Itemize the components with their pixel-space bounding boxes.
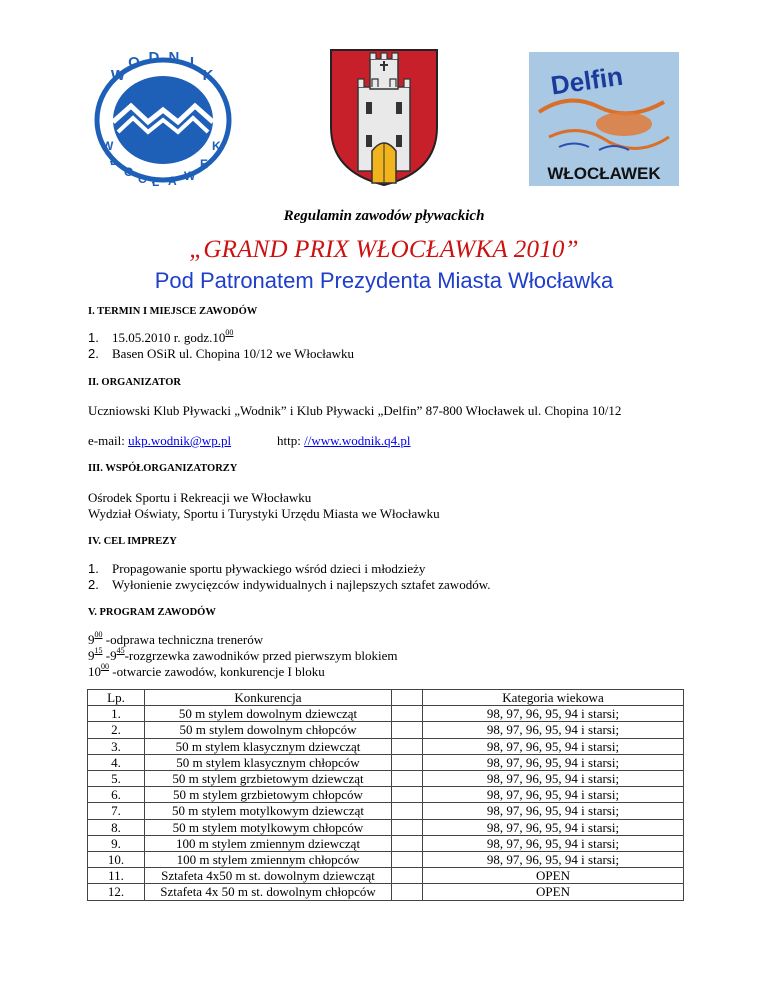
- patronage-subtitle: Pod Patronatem Prezydenta Miasta Włocławka: [154, 268, 614, 293]
- list-item: 2. Wyłonienie zwycięzców indywidualnych i najlepszych sztafet zawodów.: [88, 577, 491, 592]
- cell-gap: [392, 771, 423, 787]
- table-row: [88, 884, 684, 900]
- contact-line: e-mail: ukp.wodnik@wp.pl: [88, 433, 232, 448]
- cell-lp: 1.: [88, 706, 145, 722]
- cell-gap: [392, 787, 423, 803]
- cell-gap: [392, 722, 423, 738]
- header-konkurencja: Konkurencja: [145, 690, 392, 706]
- website-link[interactable]: //www.wodnik.q4.pl: [304, 433, 411, 448]
- cell-kat: 98, 97, 96, 95, 94 i starsi;: [423, 722, 684, 738]
- regulation-title: Regulamin zawodów pływackich: [283, 208, 485, 224]
- table-row: [88, 852, 684, 868]
- co-organizer-2: Wydział Oświaty, Sportu i Turystyki Urzędu Miasta we Włocławku: [88, 506, 440, 521]
- delfin-logo-title: Delfin: [548, 60, 625, 101]
- cell-konk: Sztafeta 4x 50 m st. dowolnym chłopców: [145, 884, 392, 900]
- cell-gap: [392, 754, 423, 770]
- main-title: „GRAND PRIX WŁOCŁAWKA 2010”: [189, 236, 579, 263]
- organizer-text: Uczniowski Klub Pływacki „Wodnik” i Klub Pływacki „Delfin” 87-800 Włocławek ul. Chopina 10/12: [88, 403, 622, 418]
- program-table: [87, 689, 684, 901]
- wodnik-logo: [86, 50, 241, 190]
- cell-lp: 2.: [88, 722, 145, 738]
- table-row: [88, 819, 684, 835]
- cell-konk: 50 m stylem dowolnym chłopców: [145, 722, 392, 738]
- website-line: http: //www.wodnik.q4.pl: [277, 433, 411, 448]
- cell-lp: 10.: [88, 852, 145, 868]
- cell-lp: 6.: [88, 787, 145, 803]
- cell-konk: 50 m stylem dowolnym dziewcząt: [145, 706, 392, 722]
- cell-gap: [392, 738, 423, 754]
- section-4-title: IV. CEL IMPREZY: [88, 536, 177, 547]
- cell-kat: 98, 97, 96, 95, 94 i starsi;: [423, 852, 684, 868]
- cell-kat: OPEN: [423, 884, 684, 900]
- section-2-title: II. ORGANIZATOR: [88, 377, 181, 388]
- table-row: [88, 754, 684, 770]
- table-row: [88, 803, 684, 819]
- table-row: [88, 835, 684, 851]
- cell-lp: 5.: [88, 771, 145, 787]
- cell-kat: 98, 97, 96, 95, 94 i starsi;: [423, 738, 684, 754]
- program-line: $9^{15}$ $-9^{45}$-rozgrzewka zawodników przed pierwszym blokiem: [88, 646, 398, 663]
- cell-lp: 3.: [88, 738, 145, 754]
- cell-kat: 98, 97, 96, 95, 94 i starsi;: [423, 819, 684, 835]
- cell-kat: 98, 97, 96, 95, 94 i starsi;: [423, 835, 684, 851]
- cell-kat: OPEN: [423, 868, 684, 884]
- section-5-title: V. PROGRAM ZAWODÓW: [88, 607, 216, 618]
- cell-kat: 98, 97, 96, 95, 94 i starsi;: [423, 754, 684, 770]
- cell-lp: 7.: [88, 803, 145, 819]
- co-organizer-1: Ośrodek Sportu i Rekreacji we Włocławku: [88, 490, 312, 505]
- cell-gap: [392, 868, 423, 884]
- cell-gap: [392, 884, 423, 900]
- cell-kat: 98, 97, 96, 95, 94 i starsi;: [423, 803, 684, 819]
- list-item: 1. 15.05.2010 r. $godz.10^{00}$: [88, 328, 234, 345]
- table-row: [88, 771, 684, 787]
- cell-gap: [392, 852, 423, 868]
- cell-lp: 12.: [88, 884, 145, 900]
- cell-konk: 50 m stylem klasycznym dziewcząt: [145, 738, 392, 754]
- header-lp: Lp.: [88, 690, 145, 706]
- cell-lp: 9.: [88, 835, 145, 851]
- table-row: [88, 738, 684, 754]
- cell-konk: 50 m stylem grzbietowym chłopców: [145, 787, 392, 803]
- email-link[interactable]: ukp.wodnik@wp.pl: [128, 433, 232, 448]
- cell-konk: 100 m stylem zmiennym dziewcząt: [145, 835, 392, 851]
- section-1-title: I. TERMIN I MIEJSCE ZAWODÓW: [88, 306, 258, 317]
- table-row: [88, 868, 684, 884]
- cell-konk: 50 m stylem klasycznym chłopców: [145, 754, 392, 770]
- cell-gap: [392, 819, 423, 835]
- header-gap: [392, 690, 423, 706]
- cell-konk: Sztafeta 4x50 m st. dowolnym dziewcząt: [145, 868, 392, 884]
- table-header-row: [88, 690, 684, 706]
- list-item: 2. Basen OSiR ul. Chopina 10/12 we Włocławku: [88, 346, 355, 361]
- program-line: $10^{00}$ -otwarcie zawodów, konkurencje I bloku: [88, 662, 325, 679]
- cell-kat: 98, 97, 96, 95, 94 i starsi;: [423, 787, 684, 803]
- table-row: [88, 706, 684, 722]
- wodnik-logo-top-text: W O D N I K: [110, 50, 214, 84]
- cell-konk: 50 m stylem grzbietowym dziewcząt: [145, 771, 392, 787]
- cell-gap: [392, 803, 423, 819]
- table-row: [88, 787, 684, 803]
- cell-konk: 50 m stylem motylkowym chłopców: [145, 819, 392, 835]
- table-row: [88, 722, 684, 738]
- cell-kat: 98, 97, 96, 95, 94 i starsi;: [423, 706, 684, 722]
- cell-kat: 98, 97, 96, 95, 94 i starsi;: [423, 771, 684, 787]
- program-line: $9^{00}$ -odprawa techniczna trenerów: [88, 630, 264, 647]
- cell-gap: [392, 706, 423, 722]
- header-kategoria: Kategoria wiekowa: [423, 690, 684, 706]
- delfin-logo: [529, 52, 679, 186]
- delfin-logo-city: WŁOCŁAWEK: [547, 164, 661, 183]
- city-crest: [328, 47, 440, 187]
- cell-konk: 100 m stylem zmiennym chłopców: [145, 852, 392, 868]
- cell-lp: 11.: [88, 868, 145, 884]
- list-item: 1. Propagowanie sportu pływackiego wśród dzieci i młodzieży: [88, 561, 426, 576]
- wodnik-logo-bottom-text: W Ł O C Ł A W E K: [102, 139, 221, 189]
- cell-gap: [392, 835, 423, 851]
- section-3-title: III. WSPÓŁORGANIZATORZY: [88, 463, 238, 474]
- cell-lp: 4.: [88, 754, 145, 770]
- cell-lp: 8.: [88, 819, 145, 835]
- cell-konk: 50 m stylem motylkowym dziewcząt: [145, 803, 392, 819]
